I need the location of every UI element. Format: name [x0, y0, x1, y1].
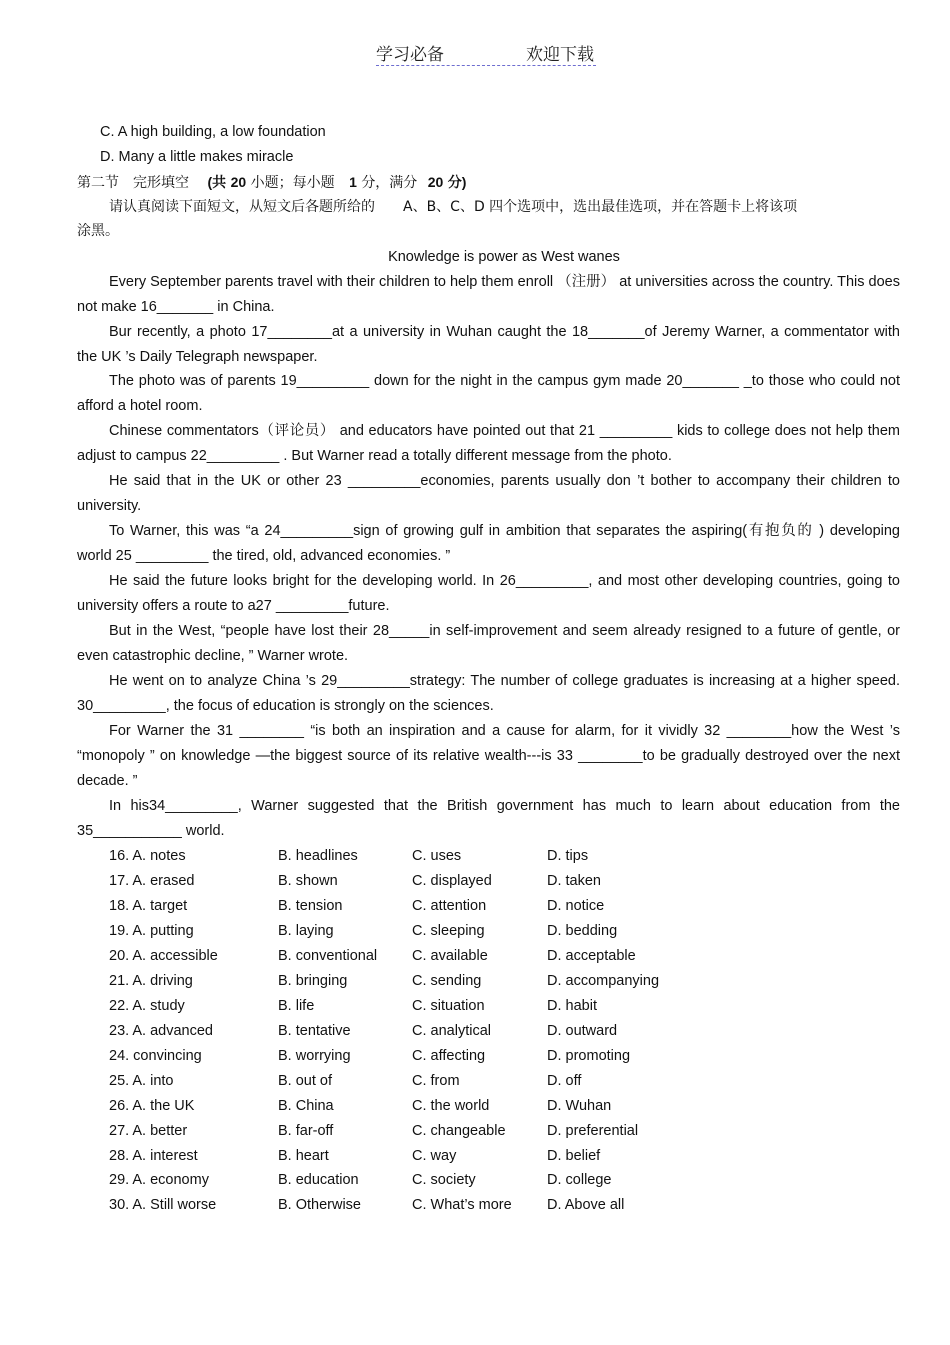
paragraph-text: He said that in the UK or other 23 _________economies, parents usually don ’t bother to accompany their children to university. — [77, 473, 900, 514]
option-b: B. laying — [278, 923, 334, 939]
section-note-mid2: 分，满分 — [361, 175, 418, 191]
option-b: B. Otherwise — [278, 1197, 361, 1213]
passage-title: Knowledge is power as West wanes — [388, 249, 620, 265]
option-c: C. What’s more — [412, 1197, 512, 1213]
option-c: C. displayed — [412, 873, 492, 889]
option-b: B. heart — [278, 1148, 329, 1164]
option-b: B. conventional — [278, 948, 378, 964]
option-c: C. changeable — [412, 1123, 506, 1139]
option-d: D. Above all — [547, 1197, 625, 1213]
option-b: B. worrying — [278, 1048, 351, 1064]
page-header — [376, 40, 596, 66]
option-c: C. society — [412, 1172, 476, 1188]
passage-paragraph — [77, 369, 900, 419]
option-b: B. bringing — [278, 973, 348, 989]
option-d: D. Wuhan — [547, 1098, 612, 1114]
option-row-21 — [0, 971, 950, 996]
passage-paragraph — [77, 719, 900, 794]
option-b: B. education — [278, 1172, 359, 1188]
passage-paragraph — [77, 619, 900, 669]
option-row-30 — [0, 1195, 950, 1220]
passage-paragraph — [77, 320, 900, 370]
option-d: D. college — [547, 1172, 612, 1188]
paragraph-text: He said the future looks bright for the developing world. In 26_________, and most other developing countries, going to university offers a route to a27 _________future. — [77, 573, 900, 614]
section-note-mid: 小题；每小题 — [250, 175, 335, 191]
option-c: C. situation — [412, 998, 485, 1014]
option-b: B. shown — [278, 873, 338, 889]
option-d: D. tips — [547, 848, 589, 864]
paragraph-text: To Warner, this was “a 24_________sign of growing gulf in ambition that separates the aspiring(有抱负的 ) developing world 25 _________ the tired, old, advanced economies. ” — [77, 523, 900, 564]
option-row-26 — [0, 1096, 950, 1121]
section-note-close: 分) — [447, 174, 467, 190]
passage-paragraph — [77, 794, 900, 844]
prev-option-c: C. A high building, a low foundation — [100, 124, 326, 140]
passage-paragraph — [77, 469, 900, 519]
instruction-line-2: 涂黑。 — [77, 223, 119, 239]
option-a: 25. A. into — [109, 1073, 174, 1089]
option-c: C. analytical — [412, 1023, 491, 1039]
option-row-29 — [0, 1170, 950, 1195]
option-c: C. way — [412, 1148, 457, 1164]
paragraph-text: In his34_________, Warner suggested that the British government has much to learn about education from the 35___________ world. — [77, 798, 900, 839]
instruction-line-1: 请认真阅读下面短文，从短文后各题所给的 A、B、C、D 四个选项中，选出最佳选项，并在答题卡上将该项 — [109, 199, 798, 215]
option-a: 23. A. advanced — [109, 1023, 213, 1039]
option-d: D. belief — [547, 1148, 601, 1164]
option-a: 22. A. study — [109, 998, 185, 1014]
option-row-28 — [0, 1146, 950, 1171]
option-c: C. available — [412, 948, 488, 964]
option-row-18 — [0, 896, 950, 921]
option-a: 27. A. better — [109, 1123, 188, 1139]
section-total: 20 — [427, 174, 444, 190]
option-a: 24. convincing — [109, 1048, 202, 1064]
option-b: B. tentative — [278, 1023, 351, 1039]
option-c: C. uses — [412, 848, 462, 864]
option-row-22 — [0, 996, 950, 1021]
option-a: 17. A. erased — [109, 873, 195, 889]
option-b: B. China — [278, 1098, 334, 1114]
paragraph-text: Bur recently, a photo 17________at a university in Wuhan caught the 18_______of Jeremy Warner, a commentator with the UK ’s Daily Telegraph newspaper. — [77, 324, 900, 365]
option-d: D. off — [547, 1073, 582, 1089]
option-a: 18. A. target — [109, 898, 188, 914]
option-c: C. affecting — [412, 1048, 486, 1064]
paragraph-text: The photo was of parents 19_________ down for the night in the campus gym made 20_______ _to those who could not afford a hotel room. — [77, 373, 900, 414]
option-row-23 — [0, 1021, 950, 1046]
option-b: B. far-off — [278, 1123, 334, 1139]
option-a: 28. A. interest — [109, 1148, 198, 1164]
option-d: D. promoting — [547, 1048, 631, 1064]
header-right-text: 欢迎下载 — [526, 45, 594, 65]
option-c: C. attention — [412, 898, 487, 914]
option-row-16 — [0, 846, 950, 871]
option-a: 26. A. the UK — [109, 1098, 195, 1114]
option-row-27 — [0, 1121, 950, 1146]
option-d: D. bedding — [547, 923, 618, 939]
option-d: D. accompanying — [547, 973, 660, 989]
option-a: 19. A. putting — [109, 923, 194, 939]
option-b: B. tension — [278, 898, 343, 914]
prev-option-d: D. Many a little makes miracle — [100, 149, 294, 165]
option-d: D. habit — [547, 998, 597, 1014]
option-d: D. acceptable — [547, 948, 636, 964]
option-b: B. life — [278, 998, 315, 1014]
option-c: C. sending — [412, 973, 482, 989]
paragraph-text: For Warner the 31 ________ “is both an inspiration and a cause for alarm, for it vividly 32 ________how the West ’s “monopoly ” on knowledge —the biggest source of its relative wealth---is 33 ________to be gradually destroyed over the next decade. ” — [77, 723, 900, 789]
header-left-text: 学习必备 — [376, 45, 444, 65]
passage-paragraph — [77, 519, 900, 569]
option-row-20 — [0, 946, 950, 971]
paragraph-text: He went on to analyze China ’s 29_________strategy: The number of college graduates is increasing at a higher speed. 30_________, the focus of education is strongly on the sciences. — [77, 673, 900, 714]
option-d: D. outward — [547, 1023, 618, 1039]
section-points: 1 — [349, 174, 357, 190]
option-row-25 — [0, 1071, 950, 1096]
passage-paragraph — [77, 419, 900, 469]
option-a: 16. A. notes — [109, 848, 186, 864]
option-d: D. notice — [547, 898, 605, 914]
option-b: B. headlines — [278, 848, 358, 864]
option-d: D. taken — [547, 873, 601, 889]
section-heading — [77, 172, 466, 193]
section-title: 第二节 完形填空 — [77, 175, 189, 191]
option-c: C. the world — [412, 1098, 490, 1114]
paragraph-text: Chinese commentators（评论员） and educators have pointed out that 21 _________ kids to college does not help them adjust to campus 22_________ . But Warner read a totally different message from the photo. — [77, 423, 900, 464]
option-c: C. sleeping — [412, 923, 485, 939]
paragraph-text: Every September parents travel with their children to help them enroll （注册） at universities across the country. This does not make 16_______ in China. — [77, 274, 900, 315]
option-row-19 — [0, 921, 950, 946]
section-count: 20 — [230, 174, 247, 190]
option-a: 29. A. economy — [109, 1172, 209, 1188]
option-d: D. preferential — [547, 1123, 639, 1139]
option-a: 21. A. driving — [109, 973, 193, 989]
option-row-17 — [0, 871, 950, 896]
option-b: B. out of — [278, 1073, 333, 1089]
option-c: C. from — [412, 1073, 460, 1089]
option-a: 30. A. Still worse — [109, 1197, 217, 1213]
passage-paragraph — [77, 569, 900, 619]
option-row-24 — [0, 1046, 950, 1071]
option-a: 20. A. accessible — [109, 948, 218, 964]
passage-paragraph — [77, 669, 900, 719]
passage-paragraph — [77, 270, 900, 320]
section-note-open: (共 — [207, 174, 227, 190]
paragraph-text: But in the West, “people have lost their 28_____in self-improvement and seem already resigned to a future of gentle, or even catastrophic decline, ” Warner wrote. — [77, 623, 900, 664]
